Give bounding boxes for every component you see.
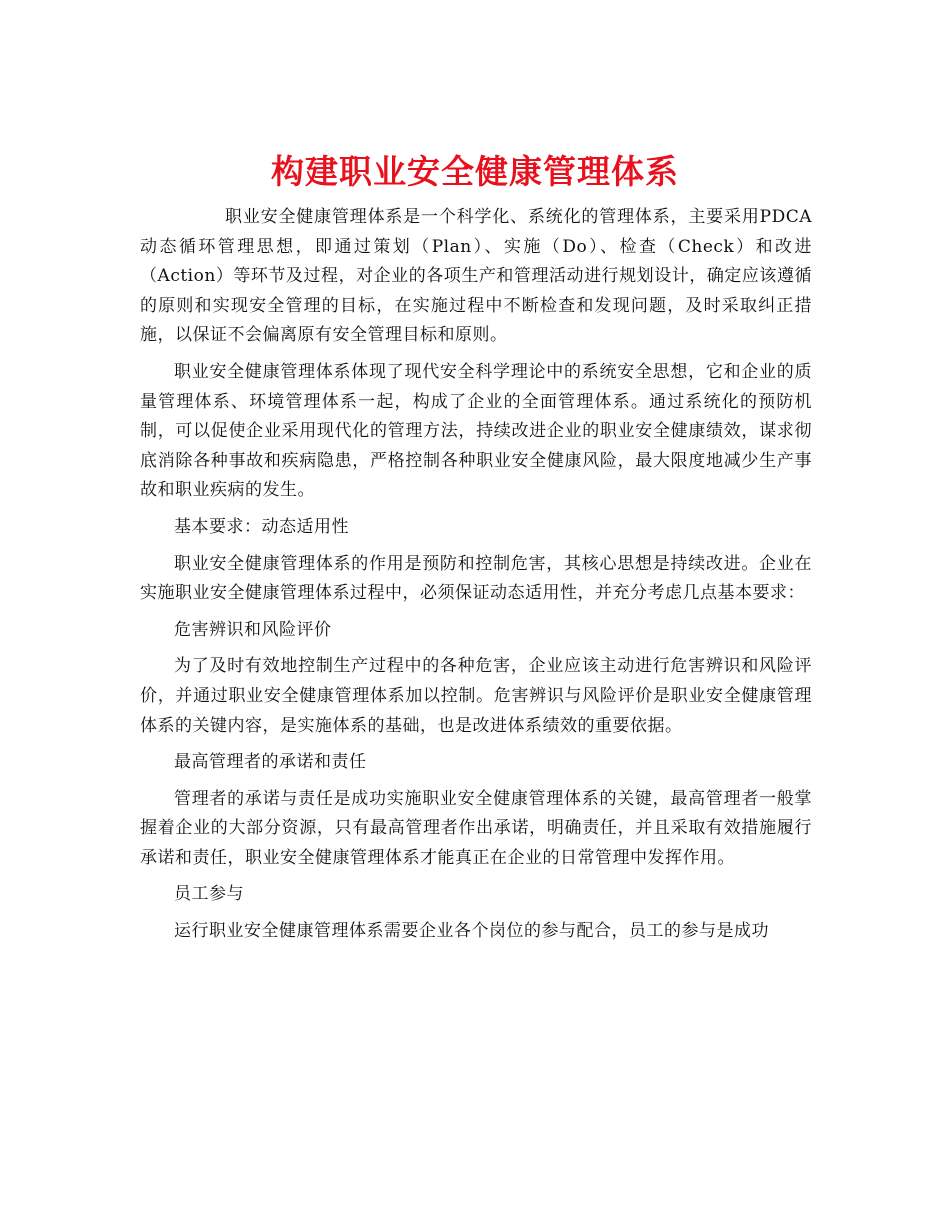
document-title: 构建职业安全健康管理体系 (271, 152, 679, 192)
section-heading-basic-requirements: 基本要求：动态适用性 (174, 516, 349, 537)
section-heading-employee-participation: 员工参与 (174, 884, 244, 905)
paragraph-intro: 职业安全健康管理体系是一个科学化、系统化的管理体系，主要采用PDCA动态循环管理思想，即通过策划（Plan）、实施（Do）、检查（Check）和改进（Action）等环节及过程，对企业的各项生产和管理活动进行规划设计，确定应该遵循的原则和实现安全管理的目标，在实施过程中不断检查和发现问题，及时采取纠正措施，以保证不会偏离原有安全管理目标和原则。 (140, 207, 812, 346)
paragraph-core-idea: 职业安全健康管理体系的作用是预防和控制危害，其核心思想是持续改进。企业在实施职业安全健康管理体系过程中，必须保证动态适用性，并充分考虑几点基本要求： (140, 553, 812, 604)
paragraph-hazard-identification: 为了及时有效地控制生产过程中的各种危害，企业应该主动进行危害辨识和风险评价，并通过职业安全健康管理体系加以控制。危害辨识与风险评价是职业安全健康管理体系的关键内容，是实施体系的基础，也是改进体系绩效的重要依据。 (140, 656, 812, 736)
paragraph-employee-participation: 运行职业安全健康管理体系需要企业各个岗位的参与配合，员工的参与是成功 (174, 921, 769, 942)
paragraph-management-commitment: 管理者的承诺与责任是成功实施职业安全健康管理体系的关键，最高管理者一般掌握着企业的大部分资源，只有最高管理者作出承诺，明确责任，并且采取有效措施履行承诺和责任，职业安全健康管理体系才能真正在企业的日常管理中发挥作用。 (140, 788, 812, 868)
section-heading-management-commitment: 最高管理者的承诺和责任 (174, 752, 367, 773)
document-body (140, 203, 812, 954)
paragraph-system-thinking: 职业安全健康管理体系体现了现代安全科学理论中的系统安全思想，它和企业的质量管理体系、环境管理体系一起，构成了企业的全面管理体系。通过系统化的预防机制，可以促使企业采用现代化的管理方法，持续改进企业的职业安全健康绩效，谋求彻底消除各种事故和疾病隐患，严格控制各种职业安全健康风险，最大限度地减少生产事故和职业疾病的发生。 (140, 361, 812, 501)
section-heading-hazard-identification: 危害辨识和风险评价 (174, 619, 332, 640)
